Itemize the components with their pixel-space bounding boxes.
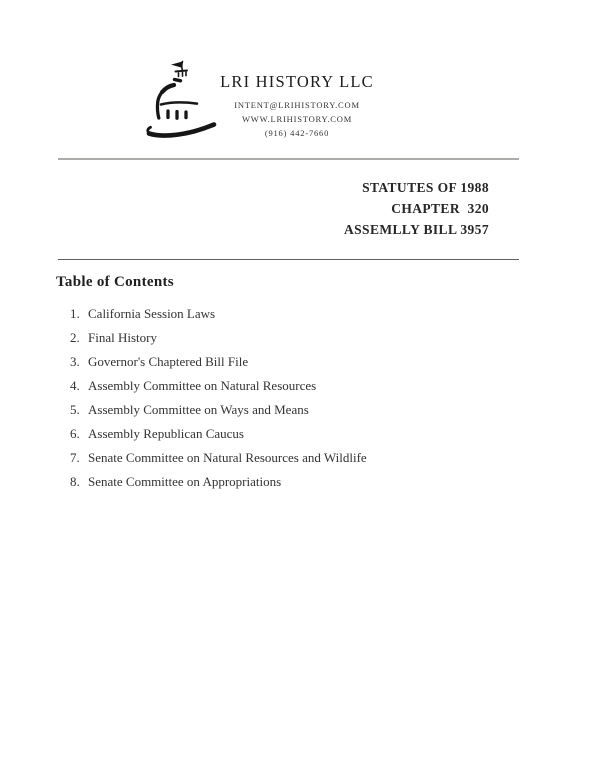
toc-item bbox=[70, 470, 367, 494]
toc-title: Table of Contents bbox=[56, 274, 174, 290]
toc-item-number: 3. bbox=[70, 354, 80, 369]
toc-item-number: 4. bbox=[70, 378, 80, 393]
chapter-line: CHAPTER 320 bbox=[391, 201, 489, 216]
letterhead bbox=[0, 72, 594, 140]
toc-item-label: Senate Committee on Natural Resources and Wildlife bbox=[88, 450, 367, 465]
statutes-line: STATUTES OF 1988 bbox=[362, 180, 489, 195]
company-phone: (916) 442-7660 bbox=[264, 128, 330, 138]
toc-item bbox=[70, 302, 367, 326]
toc-item-number: 7. bbox=[70, 450, 80, 465]
toc-item-label: Assembly Committee on Ways and Means bbox=[88, 402, 309, 417]
toc-item-number: 1. bbox=[70, 306, 80, 321]
toc-item-number: 6. bbox=[70, 426, 80, 441]
toc-item-label: Governor's Chaptered Bill File bbox=[88, 354, 249, 369]
toc-item-number: 8. bbox=[70, 474, 80, 489]
company-website: WWW.LRIHISTORY.COM bbox=[241, 114, 353, 124]
toc-item bbox=[70, 422, 367, 446]
toc-item-label: California Session Laws bbox=[88, 306, 216, 321]
toc-item-number: 2. bbox=[70, 330, 80, 345]
divider-top bbox=[58, 158, 519, 160]
toc-item bbox=[70, 374, 367, 398]
toc-item bbox=[70, 446, 367, 470]
toc-item-label: Senate Committee on Appropriations bbox=[88, 474, 282, 489]
toc-list bbox=[70, 302, 367, 494]
toc-item bbox=[70, 350, 367, 374]
toc-item bbox=[70, 398, 367, 422]
assembly-bill-line: ASSEMLLY BILL 3957 bbox=[343, 222, 489, 237]
toc-item bbox=[70, 326, 367, 350]
company-email: INTENT@LRIHISTORY.COM bbox=[234, 100, 360, 110]
toc-item-number: 5. bbox=[70, 402, 80, 417]
toc-item-label: Final History bbox=[88, 330, 157, 345]
toc-item-label: Assembly Republican Caucus bbox=[88, 426, 244, 441]
divider-bottom bbox=[58, 259, 519, 260]
statute-reference-block bbox=[0, 177, 489, 240]
company-name: LRI HISTORY LLC bbox=[220, 72, 374, 91]
toc-item-label: Assembly Committee on Natural Resources bbox=[88, 378, 317, 393]
